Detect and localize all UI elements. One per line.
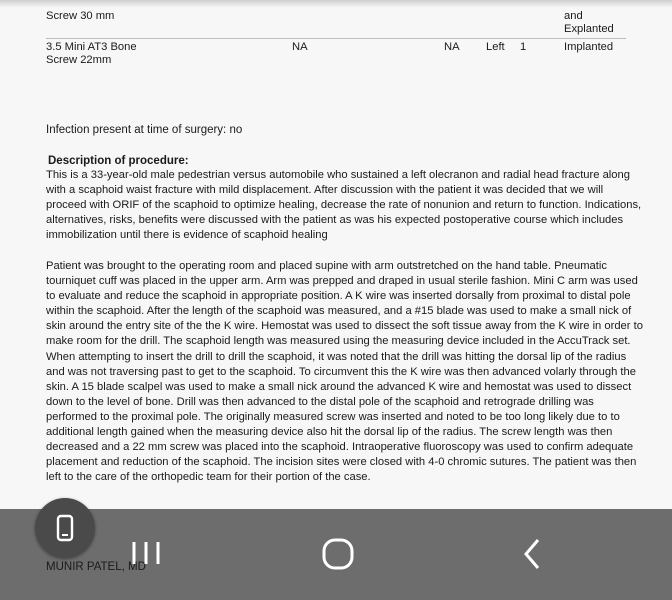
implant-lot: NA	[292, 41, 308, 53]
implant-side: Left	[486, 41, 505, 53]
implant-status: Implanted	[564, 41, 614, 53]
table-row	[46, 10, 626, 38]
procedure-paragraph-2: Patient was brought to the operating room and placed supine with arm outstretched on the hand table. Pneumatic tourniquet cuff was placed in the upper arm. Arm was prepped and draped in usual sterile fashion. Mini C arm was used to evaluate and reduce the scaphoid in appropriate position. A K wire was inserted dorsally from proximal to distal pole within the scaphoid. After the length of the scaphoid was measured, and a #15 blade was used to make a small nick of skin around the entry site of the the K wire. Hemostat was used to dissect the soft tissue away from the K wire in order to make room for the drill. The scaphoid length was measured using the measuring device included in the AccuTrack set. When attempting to insert the drill to drill the scaphoid, it was noted that the drill was hitting the dorsal lip of the radius and was not traversing past to get to the scaphoid. To circumvent this the K wire was then advanced volarly through the skin. A 15 blade scalpel was used to make a small nick around the advanced K wire and hemostat was used to dissect down to the level of bone. Drill was then advanced to the distal pole of the scaphoid and retrograde drilling was performed to the proximal pole. The originally measured screw was inserted and noted to be too long likely due to to additional length gained when the measuring device also hit the dorsal lip of the radius. The screw length was then decreased and a 22 mm screw was placed into the scaphoid. Intraoperative fluoroscopy was used to confirm adequate placement and reduction of the scaphoid. The incision sites were closed with 4-0 chromic sutures. The patient was then left to the care of the orthopedic team for their portion of the case.	[46, 260, 643, 484]
page-top-edge	[0, 0, 672, 7]
back-icon	[508, 530, 556, 578]
table-row	[46, 38, 626, 66]
signer-name: MUNIR PATEL, MD	[46, 561, 146, 573]
implant-status: and Explanted	[564, 10, 614, 35]
implant-quantity: 1	[520, 41, 527, 53]
implant-table	[46, 10, 626, 66]
implant-description: 3.5 Mini AT3 Bone Screw 22mm	[46, 41, 137, 66]
procedure-heading: Description of procedure:	[48, 155, 189, 167]
recent-apps-icon	[122, 530, 170, 578]
implant-description: Screw 30 mm	[46, 10, 115, 22]
recent-apps-button[interactable]	[122, 530, 170, 578]
phone-rotate-icon	[50, 513, 80, 543]
procedure-paragraph-1: This is a 33-year-old male pedestrian versus automobile who sustained a left olecranon and radial head fracture along with a scaphoid waist fracture with mild displacement. After discussion with the patient it was decided that we will proceed with ORIF of the scaphoid to optimize healing, decrease the rate of nonunion and return to function. Indications, alternatives, risks, benefits were discussed with the patient as was his expected postoperative course which includes immobilization until there is evidence of scaphoid healing	[46, 169, 642, 242]
home-button[interactable]	[314, 530, 362, 578]
implant-expiration: NA	[444, 41, 460, 53]
home-icon	[314, 530, 362, 578]
rotate-screen-button[interactable]	[35, 498, 95, 558]
infection-status: Infection present at time of surgery: no	[46, 124, 243, 136]
back-button[interactable]	[508, 530, 556, 578]
